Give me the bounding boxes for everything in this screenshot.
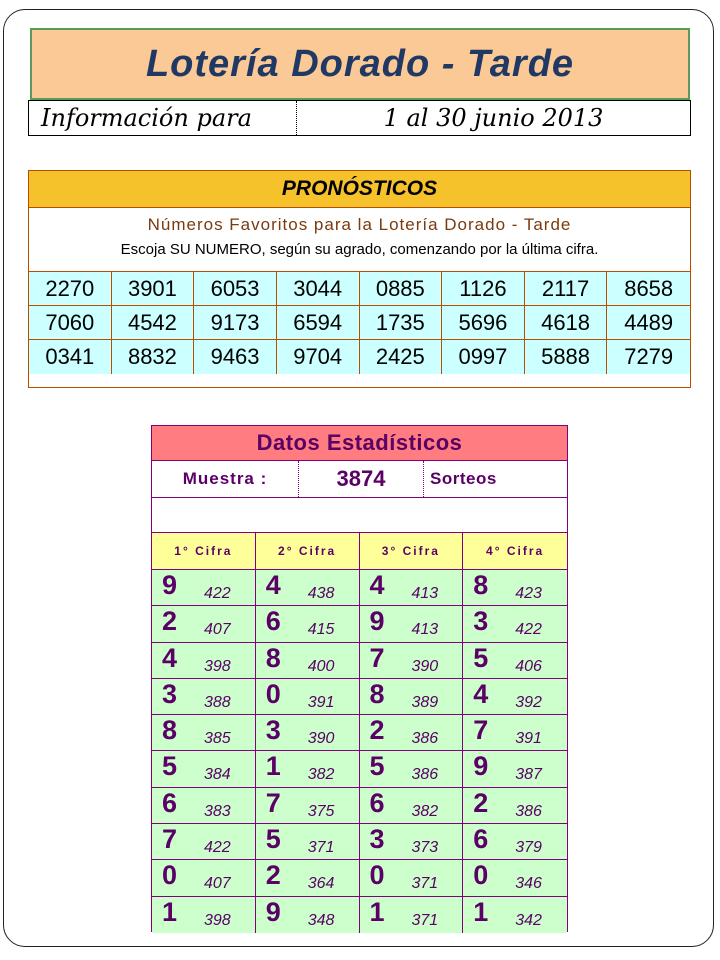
digit-count: 422 bbox=[515, 621, 542, 639]
digit-count: 392 bbox=[515, 693, 542, 711]
favorite-number-cell: 5888 bbox=[525, 340, 608, 374]
digit-value: 2 bbox=[162, 606, 178, 637]
favorite-number-cell: 9463 bbox=[194, 340, 277, 374]
page-title: Lotería Dorado - Tarde bbox=[145, 42, 575, 85]
stats-title: Datos Estadísticos bbox=[256, 430, 463, 455]
digit-frequency-cell bbox=[152, 860, 256, 896]
digit-value: 9 bbox=[265, 896, 281, 927]
info-date-range: 1 al 30 junio 2013 bbox=[383, 104, 604, 132]
digit-value: 0 bbox=[369, 860, 385, 891]
digit-frequency-cell bbox=[152, 606, 256, 642]
digit-frequency-cell bbox=[463, 643, 567, 679]
favorite-number-cell: 6053 bbox=[194, 272, 277, 306]
digit-frequency-cell bbox=[463, 751, 567, 787]
digit-count: 386 bbox=[515, 802, 542, 820]
digit-frequency-cell bbox=[152, 570, 256, 606]
favorite-number-cell: 2270 bbox=[29, 272, 112, 306]
sample-value: 3874 bbox=[299, 461, 424, 497]
digit-count: 348 bbox=[307, 911, 335, 929]
digit-value: 6 bbox=[369, 787, 385, 818]
digit-value: 3 bbox=[162, 678, 178, 709]
digit-frequency-cell bbox=[256, 570, 360, 606]
favorite-number-cell: 3901 bbox=[112, 272, 195, 306]
digit-count: 407 bbox=[204, 875, 231, 893]
digit-value: 4 bbox=[162, 642, 178, 673]
digit-frequency-cell bbox=[463, 715, 567, 751]
digit-value: 4 bbox=[265, 570, 281, 600]
digit-frequency-grid bbox=[152, 570, 567, 933]
pronosticos-subtitle: Números Favoritos para la Lotería Dorado - Tarde bbox=[147, 214, 572, 234]
digit-frequency-cell bbox=[256, 643, 360, 679]
digit-frequency-cell bbox=[152, 824, 256, 860]
digit-frequency-cell bbox=[360, 824, 464, 860]
digit-frequency-cell bbox=[256, 897, 360, 933]
digit-count: 386 bbox=[411, 730, 439, 748]
digit-value: 2 bbox=[265, 860, 281, 891]
favorite-number-cell: 0341 bbox=[29, 340, 112, 374]
digit-value: 0 bbox=[473, 860, 489, 891]
digit-frequency-cell bbox=[463, 606, 567, 642]
digit-count: 388 bbox=[204, 693, 231, 711]
digit-count: 383 bbox=[204, 802, 231, 820]
sample-unit: Sorteos bbox=[430, 469, 497, 488]
digit-frequency-cell bbox=[256, 679, 360, 715]
digit-value: 1 bbox=[473, 896, 489, 927]
digit-value: 4 bbox=[369, 570, 385, 600]
favorite-number-cell: 4542 bbox=[112, 306, 195, 340]
pronosticos-title: PRONÓSTICOS bbox=[281, 177, 438, 200]
digit-count: 390 bbox=[411, 657, 439, 675]
digit-value: 0 bbox=[265, 678, 281, 709]
digit-frequency-cell bbox=[152, 643, 256, 679]
digit-value: 7 bbox=[473, 715, 489, 746]
digit-value: 6 bbox=[162, 787, 178, 818]
digit-frequency-cell bbox=[360, 897, 464, 933]
sample-label: Muestra : bbox=[152, 461, 299, 497]
digit-count: 382 bbox=[411, 802, 439, 820]
digit-count: 342 bbox=[515, 911, 542, 929]
digit-column-header: 2° Cifra bbox=[256, 533, 360, 569]
title-banner bbox=[30, 28, 690, 100]
stats-panel bbox=[151, 425, 568, 932]
digit-count: 390 bbox=[307, 730, 335, 748]
digit-value: 6 bbox=[265, 606, 281, 637]
digit-value: 5 bbox=[473, 642, 489, 673]
digit-frequency-cell bbox=[256, 715, 360, 751]
favorite-number-cell: 7060 bbox=[29, 306, 112, 340]
digit-value: 7 bbox=[369, 642, 385, 673]
favorite-number-cell: 8658 bbox=[607, 272, 690, 306]
digit-value: 3 bbox=[473, 606, 489, 637]
digit-frequency-cell bbox=[360, 715, 464, 751]
digit-value: 5 bbox=[162, 751, 178, 782]
digit-frequency-cell bbox=[256, 606, 360, 642]
digit-frequency-cell bbox=[152, 679, 256, 715]
digit-value: 8 bbox=[473, 570, 489, 600]
digit-frequency-cell bbox=[152, 788, 256, 824]
favorite-number-cell: 9173 bbox=[194, 306, 277, 340]
digit-frequency-cell bbox=[360, 679, 464, 715]
digit-frequency-cell bbox=[360, 643, 464, 679]
favorite-number-cell: 0997 bbox=[442, 340, 525, 374]
favorite-number-cell: 2117 bbox=[525, 272, 608, 306]
digit-value: 1 bbox=[265, 751, 281, 782]
digit-column-header: 1° Cifra bbox=[152, 533, 256, 569]
digit-count: 423 bbox=[515, 585, 542, 602]
digit-frequency-cell bbox=[360, 860, 464, 896]
digit-value: 9 bbox=[473, 751, 489, 782]
digit-value: 0 bbox=[162, 860, 178, 891]
digit-frequency-cell bbox=[256, 824, 360, 860]
digit-count: 379 bbox=[515, 839, 542, 857]
digit-frequency-cell bbox=[256, 788, 360, 824]
digit-count: 371 bbox=[411, 911, 439, 929]
digit-frequency-cell bbox=[463, 570, 567, 606]
digit-frequency-cell bbox=[360, 751, 464, 787]
digit-value: 2 bbox=[369, 715, 385, 746]
digit-value: 6 bbox=[473, 824, 489, 855]
digit-value: 1 bbox=[369, 896, 385, 927]
digit-frequency-cell bbox=[360, 788, 464, 824]
favorite-number-cell: 1735 bbox=[360, 306, 443, 340]
digit-frequency-cell bbox=[256, 751, 360, 787]
favorite-number-cell: 5696 bbox=[442, 306, 525, 340]
digit-value: 3 bbox=[265, 715, 281, 746]
digit-count: 364 bbox=[307, 875, 335, 893]
digit-value: 8 bbox=[162, 715, 178, 746]
digit-frequency-cell bbox=[256, 860, 360, 896]
digit-count: 422 bbox=[204, 585, 231, 602]
digit-value: 5 bbox=[369, 751, 385, 782]
digit-value: 9 bbox=[369, 606, 385, 637]
digit-count: 398 bbox=[204, 657, 231, 675]
pronosticos-header bbox=[29, 171, 690, 208]
digit-count: 391 bbox=[307, 693, 335, 711]
digit-column-headers bbox=[152, 533, 567, 570]
digit-frequency-cell bbox=[463, 788, 567, 824]
pronosticos-panel bbox=[28, 170, 691, 388]
pronosticos-note: Escoja SU NUMERO, según su agrado, comenzando por la última cifra. bbox=[120, 241, 599, 258]
favorite-number-cell: 4489 bbox=[607, 306, 690, 340]
digit-count: 371 bbox=[307, 839, 335, 857]
digit-count: 406 bbox=[515, 657, 542, 675]
digit-frequency-cell bbox=[152, 751, 256, 787]
blank-row bbox=[152, 498, 567, 533]
digit-value: 8 bbox=[265, 642, 281, 673]
favorite-number-cell: 9704 bbox=[277, 340, 360, 374]
digit-frequency-cell bbox=[360, 570, 464, 606]
digit-value: 9 bbox=[162, 570, 178, 600]
digit-count: 382 bbox=[307, 766, 335, 784]
digit-count: 391 bbox=[515, 730, 542, 748]
digit-frequency-cell bbox=[463, 679, 567, 715]
info-label: Información para bbox=[29, 101, 297, 135]
digit-count: 346 bbox=[515, 875, 542, 893]
digit-count: 422 bbox=[204, 839, 231, 857]
favorite-numbers-grid bbox=[29, 271, 690, 374]
digit-value: 3 bbox=[369, 824, 385, 855]
favorite-number-cell: 4618 bbox=[525, 306, 608, 340]
favorite-number-cell: 7279 bbox=[607, 340, 690, 374]
digit-value: 4 bbox=[473, 678, 489, 709]
favorite-number-cell: 1126 bbox=[442, 272, 525, 306]
digit-value: 7 bbox=[265, 787, 281, 818]
digit-count: 384 bbox=[204, 766, 231, 784]
digit-count: 375 bbox=[307, 802, 335, 820]
digit-value: 7 bbox=[162, 824, 178, 855]
digit-count: 373 bbox=[411, 839, 439, 857]
favorite-number-cell: 8832 bbox=[112, 340, 195, 374]
digit-count: 371 bbox=[411, 875, 439, 893]
digit-count: 386 bbox=[411, 766, 439, 784]
digit-count: 385 bbox=[204, 730, 231, 748]
digit-column-header: 4° Cifra bbox=[486, 544, 545, 558]
favorite-number-cell: 6594 bbox=[277, 306, 360, 340]
digit-count: 413 bbox=[411, 585, 439, 602]
favorite-number-cell: 3044 bbox=[277, 272, 360, 306]
stats-header bbox=[152, 426, 567, 461]
digit-value: 5 bbox=[265, 824, 281, 855]
digit-count: 400 bbox=[307, 657, 335, 675]
digit-frequency-cell bbox=[463, 897, 567, 933]
digit-count: 438 bbox=[307, 585, 335, 602]
digit-frequency-cell bbox=[152, 715, 256, 751]
favorite-number-cell: 2425 bbox=[360, 340, 443, 374]
info-row bbox=[28, 100, 691, 136]
digit-frequency-cell bbox=[152, 897, 256, 933]
favorite-number-cell: 0885 bbox=[360, 272, 443, 306]
digit-count: 387 bbox=[515, 766, 542, 784]
sample-row bbox=[152, 461, 567, 498]
digit-count: 413 bbox=[411, 621, 439, 639]
digit-value: 2 bbox=[473, 787, 489, 818]
digit-frequency-cell bbox=[463, 824, 567, 860]
digit-column-header: 3° Cifra bbox=[360, 533, 464, 569]
digit-value: 8 bbox=[369, 678, 385, 709]
digit-count: 398 bbox=[204, 911, 231, 929]
digit-frequency-cell bbox=[360, 606, 464, 642]
digit-count: 415 bbox=[307, 621, 335, 639]
digit-value: 1 bbox=[162, 896, 178, 927]
digit-count: 389 bbox=[411, 693, 439, 711]
digit-count: 407 bbox=[204, 621, 231, 639]
digit-frequency-cell bbox=[463, 860, 567, 896]
